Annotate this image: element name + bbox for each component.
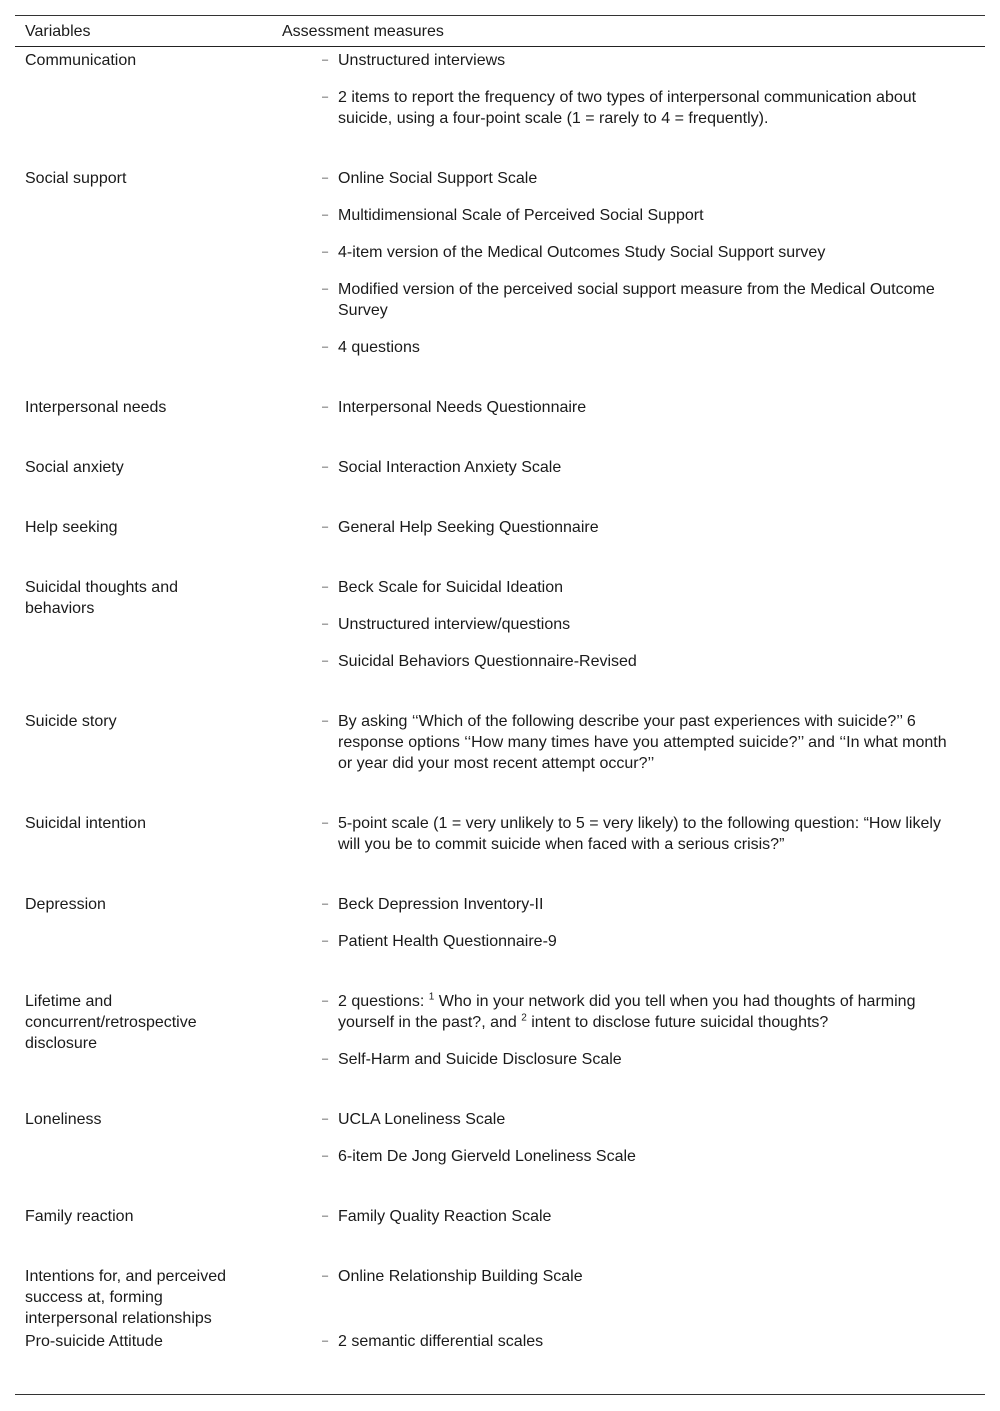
- measure-item: – 5-point scale (1 = very unlikely to 5 = very likely) to the following question: “How likely will you be to commit suicide when faced with a serious crisis?”: [322, 815, 941, 853]
- dash-marker: –: [322, 581, 329, 593]
- measures-cell: [322, 1206, 962, 1243]
- measure-item: – 4 questions: [322, 339, 420, 356]
- measure-item: – Family Quality Reaction Scale: [322, 1208, 552, 1225]
- measure-item: – 4-item version of the Medical Outcomes Study Social Support survey: [322, 244, 826, 261]
- measure-item: – 6-item De Jong Gierveld Loneliness Scale: [322, 1148, 636, 1165]
- dash-marker: –: [322, 1053, 329, 1065]
- variable-cell: Intentions for, and perceived success at, forming interpersonal relationships: [25, 1268, 227, 1327]
- measure-item: – Self-Harm and Suicide Disclosure Scale: [322, 1051, 622, 1068]
- variable-cell: Lifetime and concurrent/retrospective disclosure: [25, 993, 197, 1052]
- dash-marker: –: [322, 1210, 329, 1222]
- footnote-marker: 1: [428, 991, 435, 1003]
- measure-item: – UCLA Loneliness Scale: [322, 1111, 506, 1128]
- measure-item: – Patient Health Questionnaire-9: [322, 933, 557, 950]
- measures-cell: [322, 991, 962, 1086]
- variable-cell: Suicidal thoughts and behaviors: [25, 579, 178, 617]
- measure-item: – Modified version of the perceived social support measure from the Medical Outcome Survey: [322, 281, 935, 319]
- measures-cell: [322, 1266, 962, 1303]
- dash-marker: –: [322, 1150, 329, 1162]
- dash-marker: –: [322, 91, 329, 103]
- measure-item: – 2 items to report the frequency of two types of interpersonal communication about suicide, using a four-point scale (1 = rarely to 4 = frequently).: [322, 89, 917, 127]
- dash-marker: –: [322, 54, 329, 66]
- measures-cell: [322, 168, 962, 374]
- variable-cell: Social support: [25, 170, 127, 187]
- dash-marker: –: [322, 898, 329, 910]
- measures-cell: [322, 1109, 962, 1183]
- dash-marker: –: [322, 995, 329, 1007]
- table-top-rule: [15, 15, 985, 16]
- measure-item: – Interpersonal Needs Questionnaire: [322, 399, 587, 416]
- measures-cell: [322, 517, 962, 554]
- header-rule: [15, 46, 985, 47]
- header-assessment-measures: Assessment measures: [282, 23, 444, 40]
- variable-cell: Communication: [25, 52, 137, 69]
- variable-cell: Pro-suicide Attitude: [25, 1333, 163, 1350]
- variable-cell: Family reaction: [25, 1208, 134, 1225]
- measure-item: – Multidimensional Scale of Perceived Social Support: [322, 207, 704, 224]
- dash-marker: –: [322, 1335, 329, 1347]
- dash-marker: –: [322, 817, 329, 829]
- dash-marker: –: [322, 246, 329, 258]
- measure-item: – 2 questions: $^1$ Who in your network did you tell when you had thoughts of harming yourself in the past?, and $^2$ intent to disclose future suicidal thoughts?: [322, 991, 916, 1031]
- measures-cell: [322, 1331, 962, 1368]
- dash-marker: –: [322, 1113, 329, 1125]
- footnote-marker: 2: [521, 1012, 527, 1024]
- dash-marker: –: [322, 521, 329, 533]
- measures-cell: [322, 50, 962, 145]
- measures-table: [15, 15, 985, 1395]
- measure-item: – 2 semantic differential scales: [322, 1333, 544, 1350]
- dash-marker: –: [322, 461, 329, 473]
- table-bottom-rule: [15, 1394, 985, 1395]
- variable-cell: Suicidal intention: [25, 815, 146, 832]
- measure-item: – Unstructured interview/questions: [322, 616, 571, 633]
- header-variables: Variables: [25, 23, 91, 40]
- measures-cell: [322, 711, 962, 790]
- dash-marker: –: [322, 715, 329, 727]
- dash-marker: –: [322, 401, 329, 413]
- measures-cell: [322, 457, 962, 494]
- measures-cell: [322, 894, 962, 968]
- measure-item: – Online Social Support Scale: [322, 170, 538, 187]
- variable-cell: Interpersonal needs: [25, 399, 167, 416]
- dash-marker: –: [322, 283, 329, 295]
- dash-marker: –: [322, 172, 329, 184]
- variable-cell: Suicide story: [25, 713, 117, 730]
- measure-item: – Beck Depression Inventory-II: [322, 896, 544, 913]
- variable-cell: Loneliness: [25, 1111, 102, 1128]
- measure-item: – Online Relationship Building Scale: [322, 1268, 583, 1285]
- measures-cell: [322, 577, 962, 688]
- dash-marker: –: [322, 618, 329, 630]
- dash-marker: –: [322, 655, 329, 667]
- measures-cell: [322, 397, 962, 434]
- measure-item: – Suicidal Behaviors Questionnaire-Revised: [322, 653, 637, 670]
- variable-cell: Help seeking: [25, 519, 118, 536]
- measure-item: – Social Interaction Anxiety Scale: [322, 459, 562, 476]
- variable-cell: Social anxiety: [25, 459, 124, 476]
- measure-item: – By asking ‘‘Which of the following describe your past experiences with suicide?’’ 6 response options ‘‘How many times have you attempted suicide?’’ and ‘‘In what month or year did your most recent attempt occur?’’: [322, 713, 947, 772]
- dash-marker: –: [322, 341, 329, 353]
- measure-item: – Beck Scale for Suicidal Ideation: [322, 579, 564, 596]
- variable-cell: Depression: [25, 896, 106, 913]
- dash-marker: –: [322, 1270, 329, 1282]
- measures-cell: [322, 813, 962, 871]
- measure-item: – Unstructured interviews: [322, 52, 506, 69]
- dash-marker: –: [322, 935, 329, 947]
- measure-item: – General Help Seeking Questionnaire: [322, 519, 599, 536]
- dash-marker: –: [322, 209, 329, 221]
